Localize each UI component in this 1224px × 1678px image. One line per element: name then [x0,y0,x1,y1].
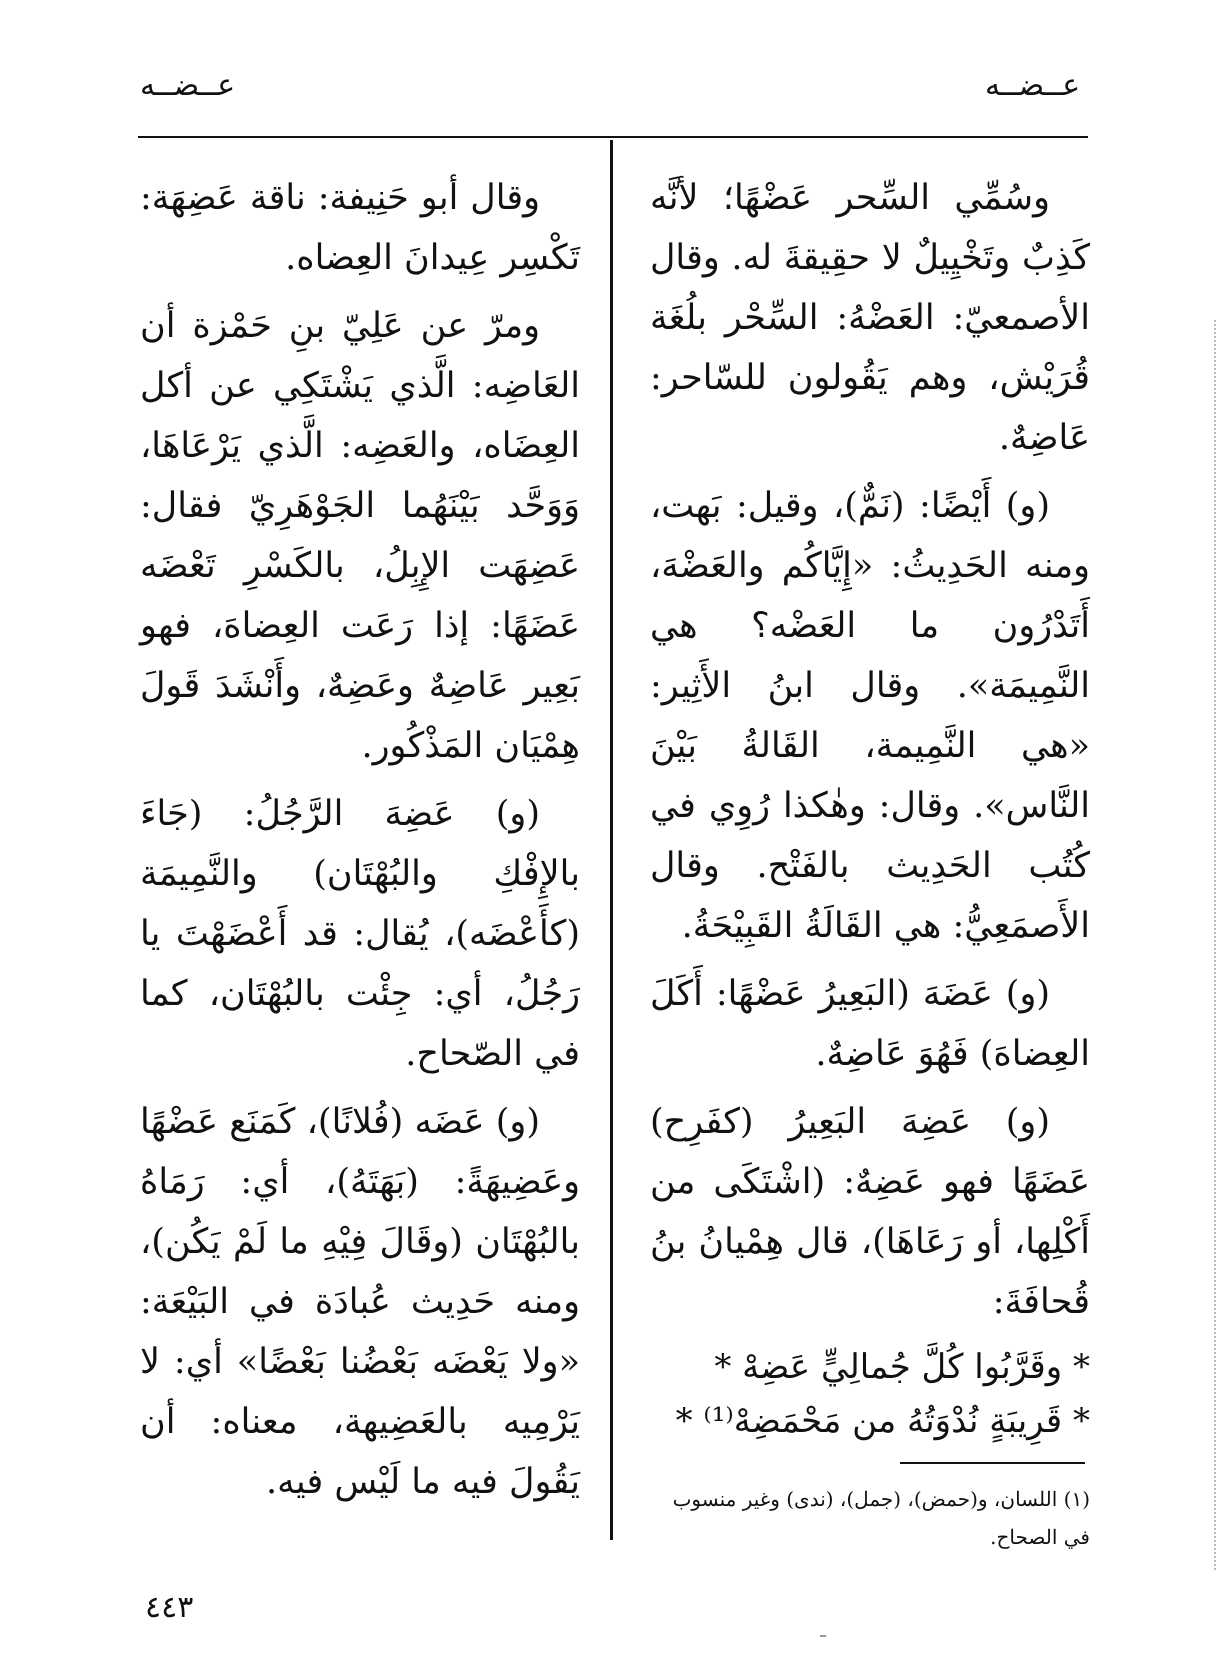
right-column [650,168,1090,1448]
left-column [140,168,580,1520]
verse-line: * قَرِيبَةٍ نُدْوَتُهُ من مَحْمَضِهْ⁽¹⁾ * [675,1401,1090,1441]
column-divider [610,140,613,1540]
entry-paragraph: وسُمِّي السِّحر عَضْهًا؛ لأنَّه كَذِبٌ وتَخْيِيلٌ لا حقِيقةَ له. وقال الأصمعيّ: العَضْهُ: السِّحْر بلُغَة قُرَيْش، وهم يَقُولون للسّاحر: عَاضِهٌ. [650,178,1090,458]
entry-paragraph: ومرّ عن عَلِيّ بنِ حَمْزة أن العَاضِه: الَّذي يَشْتَكِي عن أكل العِضَاه، والعَضِه: الَّذي يَرْعَاهَا، وَوَحَّد بَيْنَهُما الجَوْهَرِيّ فقال: عَضِهَت الإِبِلُ، بالكَسْرِ تَعْضَه عَضَهًا: إذا رَعَت العِضاهَ، فهو بَعِير عَاضِهٌ وعَضِهٌ، وأَنْشَدَ قَولَ هِمْيَان المَذْكُور. [140,306,580,766]
entry-paragraph: وقال أبو حَنِيفة: ناقة عَضِهَة: تَكْسِر عِيدانَ العِضاه. [140,178,580,278]
running-header-left: عــضــه [140,68,236,103]
header-rule [138,136,1088,138]
entry-paragraph: (و) عَضِهَ البَعِيرُ (كفَرِح) عَضَهًا فهو عَضِهٌ: (اشْتَكَى من أَكْلِها، أو رَعَاهَا)، قال هِمْيانُ بنُ قُحافَةَ: [650,1102,1090,1322]
entry-paragraph: (و) عَضَه (فُلانًا)، كَمَنَع عَضْهًا وعَضِيهَةً: (بَهَتَهُ)، أي: رَمَاهُ بالبُهْتَان (وقَالَ فِيْهِ ما لَمْ يَكُن)، ومنه حَدِيث عُبادَة في البَيْعَة: «ولا يَعْضَه بَعْضُنا بَعْضًا» أي: لا يَرْمِيه بالعَضِيهة، معناه: أن يَقُولَ فيه ما لَيْس فيه. [140,1102,580,1502]
verse-line: * وقَرَّبُوا كُلَّ جُمالِيٍّ عَضِهْ * [714,1347,1090,1387]
scan-edge-artifact [1214,320,1218,1570]
scan-smudge [820,1635,826,1637]
entry-paragraph: (و) عَضَهَ (البَعِيرُ عَضْهًا: أَكَلَ العِضاهَ) فَهُوَ عَاضِهٌ. [650,974,1090,1074]
footnote-rule [900,1462,1085,1464]
running-header-right: عــضــه [985,68,1081,103]
footnote: (١) اللسان، و(حمض)، (جمل)، (ندى) وغير منسوب في الصحاح. [672,1487,1090,1549]
page-number: ٤٤٣ [145,1590,194,1625]
entry-paragraph: (و) عَضِهَ الرَّجُلُ: (جَاءَ بالإِفْكِ والبُهْتَان) والنَّمِيمَة (كأَعْضَه)، يُقال: قد أَعْضَهْتَ يا رَجُلُ، أي: جِئْت بالبُهْتَان، كما في الصّحاح. [140,794,580,1074]
entry-paragraph: (و) أَيْضًا: (نَمٌّ)، وقيل: بَهت، ومنه الحَدِيثُ: «إِيَّاكُم والعَضْهَ، أَتَدْرُون ما العَضْه؟ هي النَّمِيمَة». وقال ابنُ الأَثِير: «هي النَّمِيمة، القَالةُ بَيْنَ النَّاس». وقال: وهٰكذا رُوِي في كُتُب الحَدِيث بالفَتْح. وقال الأَصمَعِيُّ: هي القَالَةُ القَبِيْحَةُ. [650,486,1090,946]
